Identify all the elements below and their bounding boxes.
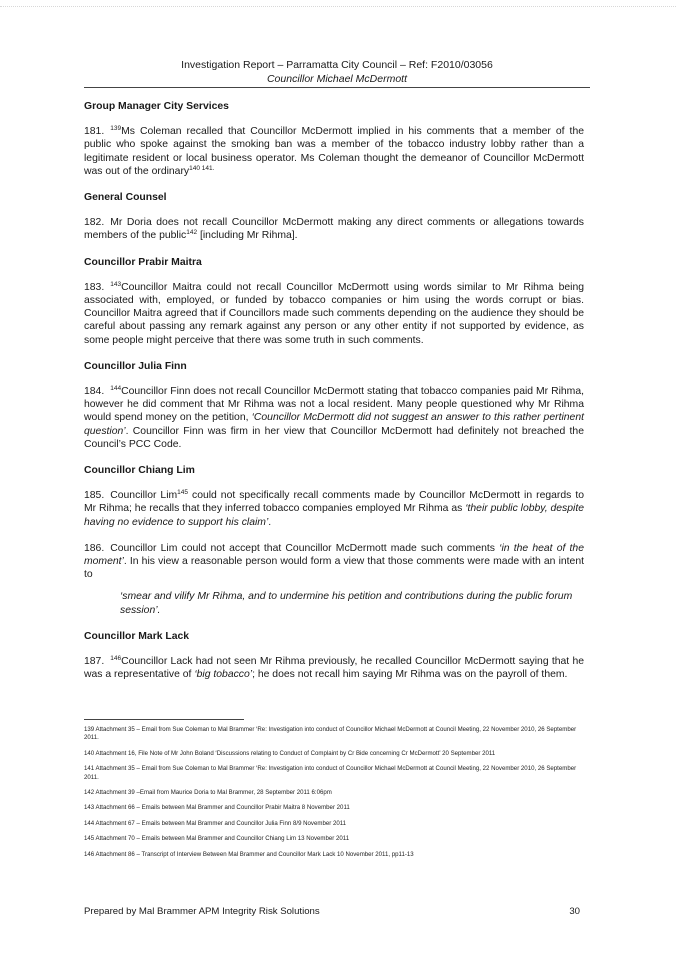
footnote-145: 145 Attachment 70 – Emails between Mal Brammer and Councillor Chiang Lim 13 November 2011 (84, 835, 350, 843)
footnote-146: 146 Attachment 86 – Transcript of Interview Between Mal Brammer and Councillor Mark Lack 10 November 2011, pp11-13 (84, 850, 414, 858)
quoted-text: ‘their public lobby, despite having no evidence to support his claim’ (84, 503, 585, 528)
report-title: Investigation Report – Parramatta City Council – Ref: F2010/03056 (181, 59, 493, 71)
paragraph-text: Councillor Lim could not accept that Councillor McDermott made such comments (110, 542, 500, 554)
paragraph-number: 181. (84, 126, 105, 138)
footnote-ref: 146 (110, 655, 122, 663)
footnotes (84, 726, 584, 866)
paragraph-text: Councillor Lim (110, 490, 178, 502)
footnote-ref: 144 (110, 385, 122, 393)
paragraph-text: Mr Doria does not recall Councillor McDermott making any direct comments or allegations towards members of the public (84, 217, 584, 242)
block-quote: ‘smear and vilify Mr Rihma, and to undermine his petition and contributions during the public forum session’. (120, 591, 573, 616)
paragraph-number: 186. (84, 542, 105, 554)
paragraph-text: . In his view a reasonable person would form a view that those comments were made with an intent to (84, 556, 584, 581)
prepared-by: Prepared by Mal Brammer APM Integrity Risk Solutions (84, 906, 320, 917)
section-heading: Councillor Mark Lack (84, 630, 190, 642)
paragraph-183 (84, 281, 584, 347)
paragraph-number: 182. (84, 217, 105, 229)
page-number: 30 (569, 906, 580, 917)
footnote-142: 142 Attachment 39 –Email from Maurice Doria to Mal Brammer, 28 September 2011 6:06pm (84, 789, 332, 797)
paragraph-text: . Councillor Finn was firm in her view that Councillor McDermott had definitely not breached the Council’s PCC Code. (84, 425, 584, 450)
quoted-text: ‘big tobacco’ (194, 669, 253, 681)
section-heading: Councillor Prabir Maitra (84, 256, 202, 268)
paragraph-text: [including Mr Rihma]. (197, 230, 298, 242)
page-header (84, 58, 590, 86)
footnote-141: 141 Attachment 35 – Email from Sue Coleman to Mal Brammer ‘Re: Investigation into conduct of Councillor Michael McDermott at Council Meeting, 22 November 2010, 26 September 2011. (84, 765, 577, 781)
footnote-143: 143 Attachment 66 – Emails between Mal Brammer and Councillor Prabir Maitra 8 November 2011 (84, 804, 350, 812)
header-rule (84, 87, 590, 88)
footnote-144: 144 Attachment 67 – Emails between Mal Brammer and Councillor Julia Finn 8/9 November 2011 (84, 819, 347, 827)
paragraph-text: Councillor Finn does not recall Councillor McDermott stating that tobacco companies paid Mr Rihma, however he did comment that Mr Rihma was not a local resident. Many people questioned why Mr Rihma would spend money on the petition, (84, 386, 584, 424)
section-heading: General Counsel (84, 192, 167, 204)
paragraph-number: 183. (84, 281, 105, 293)
paragraph-number: 185. (84, 490, 105, 502)
section-heading: Group Manager City Services (84, 101, 229, 112)
footnote-ref: 143 (110, 280, 122, 288)
paragraph-185 (84, 489, 584, 529)
paragraph-text: ; he does not recall him saying Mr Rihma was on the payroll of them. (252, 669, 568, 681)
quoted-text: ‘in the heat of the moment’ (84, 542, 584, 568)
footnote-ref: 140 141. (189, 164, 215, 172)
paragraph-text: Councillor Lack had not seen Mr Rihma previously, he recalled Councillor McDermott saying that he was a representative of (84, 656, 584, 681)
paragraph-187 (84, 655, 584, 681)
paragraph-number: 187. (84, 656, 105, 668)
paragraph-184 (84, 385, 584, 451)
page-footer (84, 906, 580, 917)
footnote-ref: 142 (186, 229, 198, 237)
section-heading: Councillor Julia Finn (84, 360, 187, 372)
footnote-139: 139 Attachment 35 – Email from Sue Coleman to Mal Brammer ‘Re: Investigation into conduct of Councillor Michael McDermott at Council Meeting, 22 November 2010, 26 September 2011. (84, 726, 577, 742)
report-body (84, 100, 584, 695)
section-heading: Councillor Chiang Lim (84, 465, 195, 477)
paragraph-text: . (268, 516, 272, 528)
paragraph-text: Ms Coleman recalled that Councillor McDermott implied in his comments that a member of the public who spoke against the smoking ban was a member of the tobacco industry lobby rather than a legitimate resident or local business operator. Ms Coleman thought the demeanor of Councillor McDermott was out of the ordinary (84, 126, 584, 177)
paragraph-text: could not specifically recall comments made by Councillor McDermott in regards to Mr Rihma; he recalls that they inferred tobacco companies employed Mr Rihma as (84, 490, 584, 515)
paragraph-text: Councillor Maitra could not recall Councillor McDermott using words similar to Mr Rihma being associated with, employed, or funded by tobacco companies or him using the words corrupt or bias. Councillor Maitra agreed that if Councillors made such comments depending on the audience they should be careful about passing any remark against any person or any other entity if not supported by evidence, as some people might perceive that there was some truth in such comments. (84, 281, 584, 346)
report-subtitle: Councillor Michael McDermott (266, 73, 408, 85)
paragraph-number: 184. (84, 386, 105, 398)
paragraph-182 (84, 216, 584, 242)
footnote-ref: 145 (177, 489, 189, 497)
footnote-140: 140 Attachment 16, File Note of Mr John Boland ‘Discussions relating to Conduct of Complaint by Cr Bide concerning Cr McDermott’ 20 September 2011 (84, 749, 496, 757)
paragraph-181 (84, 125, 584, 178)
footnote-rule (84, 719, 244, 720)
footnote-ref: 139 (110, 125, 122, 133)
scan-top-edge (0, 6, 676, 7)
paragraph-186 (84, 542, 584, 582)
quoted-text: ‘Councillor McDermott did not suggest an answer to this rather pertinent question’ (84, 412, 584, 437)
